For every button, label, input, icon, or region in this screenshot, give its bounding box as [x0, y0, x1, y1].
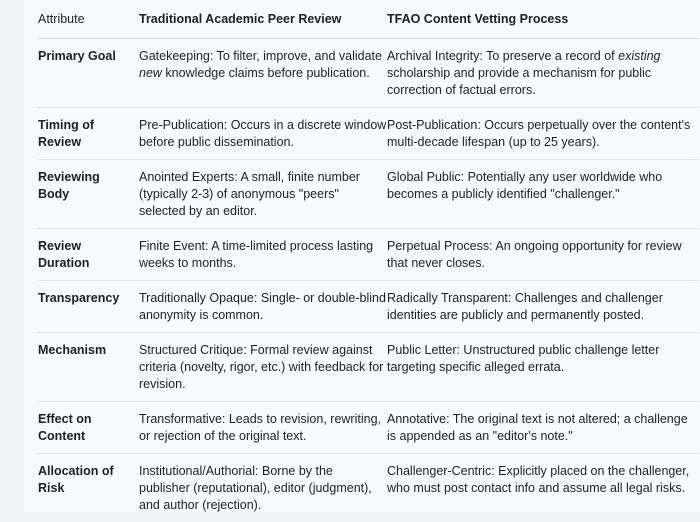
row-traditional: Structured Critique: Formal review against criteria (novelty, rigor, etc.) with feedback for revision.: [139, 333, 387, 402]
row-traditional: Finite Event: A time-limited process lasting weeks to months.: [139, 229, 387, 281]
row-tfao: Radically Transparent: Challenges and challenger identities are publicly and permanently posted.: [387, 281, 698, 333]
comparison-card: [24, 0, 700, 512]
row-attribute: Timing of Review: [38, 108, 139, 160]
text-segment: knowledge claims before publication.: [162, 66, 370, 80]
row-attribute: Effect on Content: [38, 402, 139, 454]
row-attribute: Review Duration: [38, 229, 139, 281]
text-segment: Gatekeeping: To filter, improve, and validate: [139, 49, 382, 63]
emphasis-text: existing: [618, 49, 660, 63]
row-attribute: Reviewing Body: [38, 160, 139, 229]
emphasis-text: new: [139, 66, 162, 80]
row-traditional: Institutional/Authorial: Borne by the publisher (reputational), editor (judgment), and author (rejection).: [139, 454, 387, 522]
row-attribute: Allocation of Risk: [38, 454, 139, 522]
header-traditional: Traditional Academic Peer Review: [139, 3, 387, 39]
row-tfao: Post-Publication: Occurs perpetually over the content's multi-decade lifespan (up to 25 years).: [387, 108, 698, 160]
row-traditional: Anointed Experts: A small, finite number (typically 2-3) of anonymous "peers" selected by an editor.: [139, 160, 387, 229]
row-tfao: Perpetual Process: An ongoing opportunity for review that never closes.: [387, 229, 698, 281]
header-attribute: Attribute: [38, 3, 139, 39]
row-traditional: Traditionally Opaque: Single- or double-blind anonymity is common.: [139, 281, 387, 333]
row-traditional: Transformative: Leads to revision, rewriting, or rejection of the original text.: [139, 402, 387, 454]
header-tfao: TFAO Content Vetting Process: [387, 3, 698, 39]
comparison-table: [38, 3, 698, 522]
text-segment: scholarship and provide a mechanism for public correction of factual errors.: [387, 66, 651, 97]
row-tfao: [387, 39, 698, 108]
row-tfao: Challenger-Centric: Explicitly placed on the challenger, who must post contact info and assume all legal risks.: [387, 454, 698, 522]
table-row: [38, 281, 698, 333]
row-tfao: Annotative: The original text is not altered; a challenge is appended as an "editor's note.": [387, 402, 698, 454]
row-attribute: Mechanism: [38, 333, 139, 402]
row-tfao: Global Public: Potentially any user worldwide who becomes a publicly identified "challenger.": [387, 160, 698, 229]
row-attribute: Transparency: [38, 281, 139, 333]
row-attribute: Primary Goal: [38, 39, 139, 108]
table-row: [38, 160, 698, 229]
table-row: [38, 39, 698, 108]
table-row: [38, 333, 698, 402]
table-row: [38, 229, 698, 281]
row-traditional: [139, 39, 387, 108]
table-row: [38, 402, 698, 454]
text-segment: Archival Integrity: To preserve a record of: [387, 49, 618, 63]
row-traditional: Pre-Publication: Occurs in a discrete window before public dissemination.: [139, 108, 387, 160]
row-tfao: Public Letter: Unstructured public challenge letter targeting specific alleged errata.: [387, 333, 698, 402]
table-row: [38, 108, 698, 160]
header-row: [38, 3, 698, 39]
